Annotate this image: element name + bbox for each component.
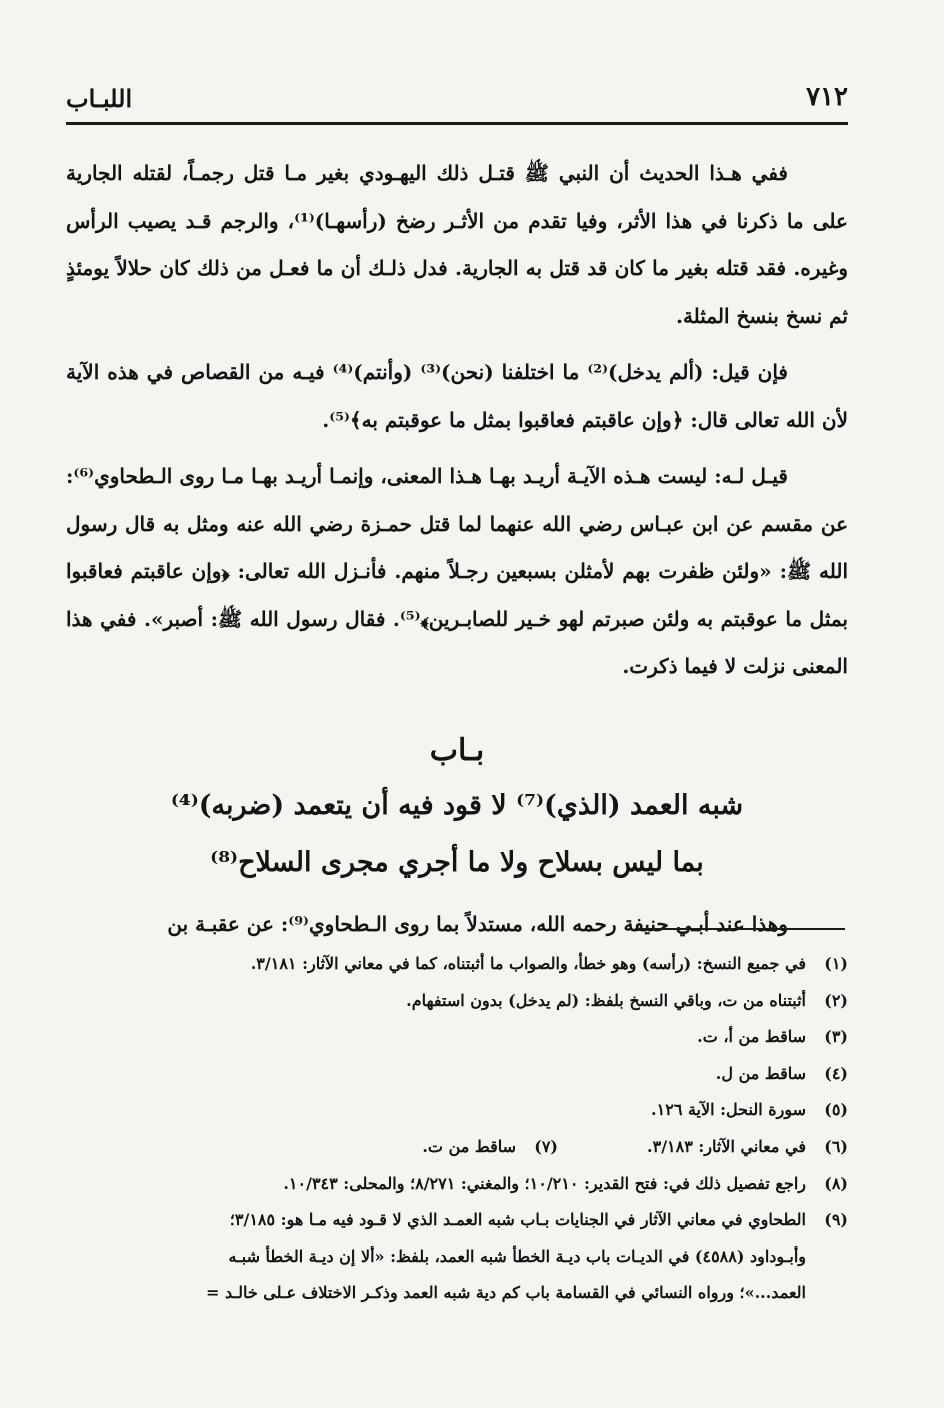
chapter-heading bbox=[66, 725, 848, 891]
chapter-title-line-2: بما ليس بسلاح ولا ما أجري مجرى السلاح⁽⁸⁾ bbox=[210, 846, 704, 878]
footnote-number: (١) bbox=[824, 954, 848, 973]
footnote-text: أثبتناه من ت، وباقي النسخ بلفظ: (لم يدخل) بدون استفهام. bbox=[406, 990, 806, 1010]
main-text bbox=[66, 150, 848, 957]
page-number: ٧١٢ bbox=[806, 82, 848, 112]
paragraph-3: قيـل لـه: ليست هـذه الآيـة أريـد بهـا هـذا المعنى، وإنمـا أريـد بهـا مـا روى الـطحاوي⁽⁶⁾: عن مقسم عن ابن عبـاس رضي الله عنهما لما قتل حمـزة رضي الله عنه ومثل به قال رسول الله ﷺ: «ولئن ظفرت بهم لأمثلن بسبعين رجـلاً منهم. فأنـزل الله تعالى: ﴿وإن عاقبتم فعاقبوا بمثل ما عوقبتم به ولئن صبرتم لهو خـير للصابـرين﴾⁽⁵⁾. فقال رسول الله ﷺ: أصبر». ففي هذا المعنى نزلت لا فيما ذكرت. bbox=[66, 464, 848, 678]
footnote-separator bbox=[635, 928, 845, 930]
footnote-number: (٢) bbox=[824, 990, 848, 1010]
footnote-text: في معاني الآثار: ٣/١٨٣. bbox=[647, 1136, 806, 1156]
running-title: اللبـاب bbox=[66, 84, 133, 113]
footnote-number: (٧) bbox=[534, 1136, 558, 1156]
footnote-8 bbox=[66, 1166, 848, 1203]
chapter-title-line-1: شبه العمد (الذي)⁽⁷⁾ لا قود فيه أن يتعمد (ضربه)⁽⁴⁾ bbox=[170, 789, 744, 821]
footnotes bbox=[66, 946, 848, 1312]
footnote-number: (٩) bbox=[824, 1210, 848, 1230]
closing-paragraph: وهذا عند أبـي حنيفة رحمه الله، مستدلاً بما روى الـطحاوي⁽⁹⁾: عن عقبـة بن bbox=[167, 911, 788, 936]
chapter-word: بـاب bbox=[429, 732, 485, 768]
footnote-3 bbox=[66, 1019, 848, 1056]
footnote-text: راجع تفصيل ذلك في: فتح القدير: ١٠/٢١٠؛ والمغني: ٨/٢٧١؛ والمحلى: ١٠/٣٤٣. bbox=[283, 1173, 806, 1193]
footnote-number: (٦) bbox=[824, 1136, 848, 1156]
footnote-number: (٤) bbox=[824, 1063, 848, 1083]
footnote-text: ساقط من أ، ت. bbox=[697, 1027, 806, 1047]
page-header bbox=[66, 82, 848, 125]
footnote-4 bbox=[66, 1056, 848, 1093]
footnote-text: في جميع النسخ: (رأسه) وهو خطأ، والصواب ما أثبتناه، كما في معاني الآثار: ٣/١٨١. bbox=[250, 954, 806, 973]
paragraph-1: ففي هـذا الحديث أن النبي ﷺ قتـل ذلك اليهـودي بغير مـا قتل رجمـاً، لقتله الجارية على ما ذكرنا في هذا الأثر، وفيا تقدم من الأثـر رضخ (رأسهـا)⁽¹⁾، والرجم قـد يصيب الرأس وغيره. فقد قتله بغير ما كان قد قتل به الجارية. فدل ذلـك أن ما فعـل من ذلك كان حلالاً يومئذٍ ثم نسخ بنسخ المثلة. bbox=[66, 161, 848, 328]
footnote-7 bbox=[268, 1129, 558, 1166]
footnote-text: سورة النحل: الآية ١٢٦. bbox=[651, 1100, 806, 1120]
footnote-9-continuation-2: العمد...»؛ ورواه النسائي في القسامة باب كم دية شبه العمد وذكـر الاختلاف عـلى خالـد = bbox=[206, 1283, 806, 1303]
footnote-6 bbox=[558, 1129, 848, 1166]
footnote-text: ساقط من ل. bbox=[715, 1063, 806, 1083]
footnote-number: (٥) bbox=[824, 1100, 848, 1120]
footnote-5 bbox=[66, 1092, 848, 1129]
footnote-9-continuation-1: وأبـوداود (٤٥٨٨) في الديـات باب ديـة الخطأ شبه العمد، بلفظ: «ألا إن ديـة الخطأ شبـه bbox=[228, 1246, 806, 1266]
footnote-1 bbox=[66, 946, 848, 983]
footnote-number: (٣) bbox=[824, 1027, 848, 1047]
footnote-9 bbox=[66, 1202, 848, 1239]
paragraph-2: فإن قيل: (ألم يدخل)⁽²⁾ ما اختلفنا (نحن)⁽³⁾ (وأنتم)⁽⁴⁾ فيـه من القصاص في هذه الآية لأن الله تعالى قال: ﴿وإن عاقبتم فعاقبوا بمثل ما عوقبتم به﴾⁽⁵⁾. bbox=[66, 360, 848, 432]
footnote-6-7-row bbox=[66, 1129, 848, 1166]
footnote-text: ساقط من ت. bbox=[422, 1136, 516, 1156]
footnote-2 bbox=[66, 983, 848, 1020]
footnote-text: الطحاوي في معاني الآثار في الجنايات بـاب شبه العمـد الذي لا قـود فيه مـا هو: ٣/١٨٥؛ bbox=[229, 1210, 806, 1230]
footnote-number: (٨) bbox=[824, 1173, 848, 1193]
